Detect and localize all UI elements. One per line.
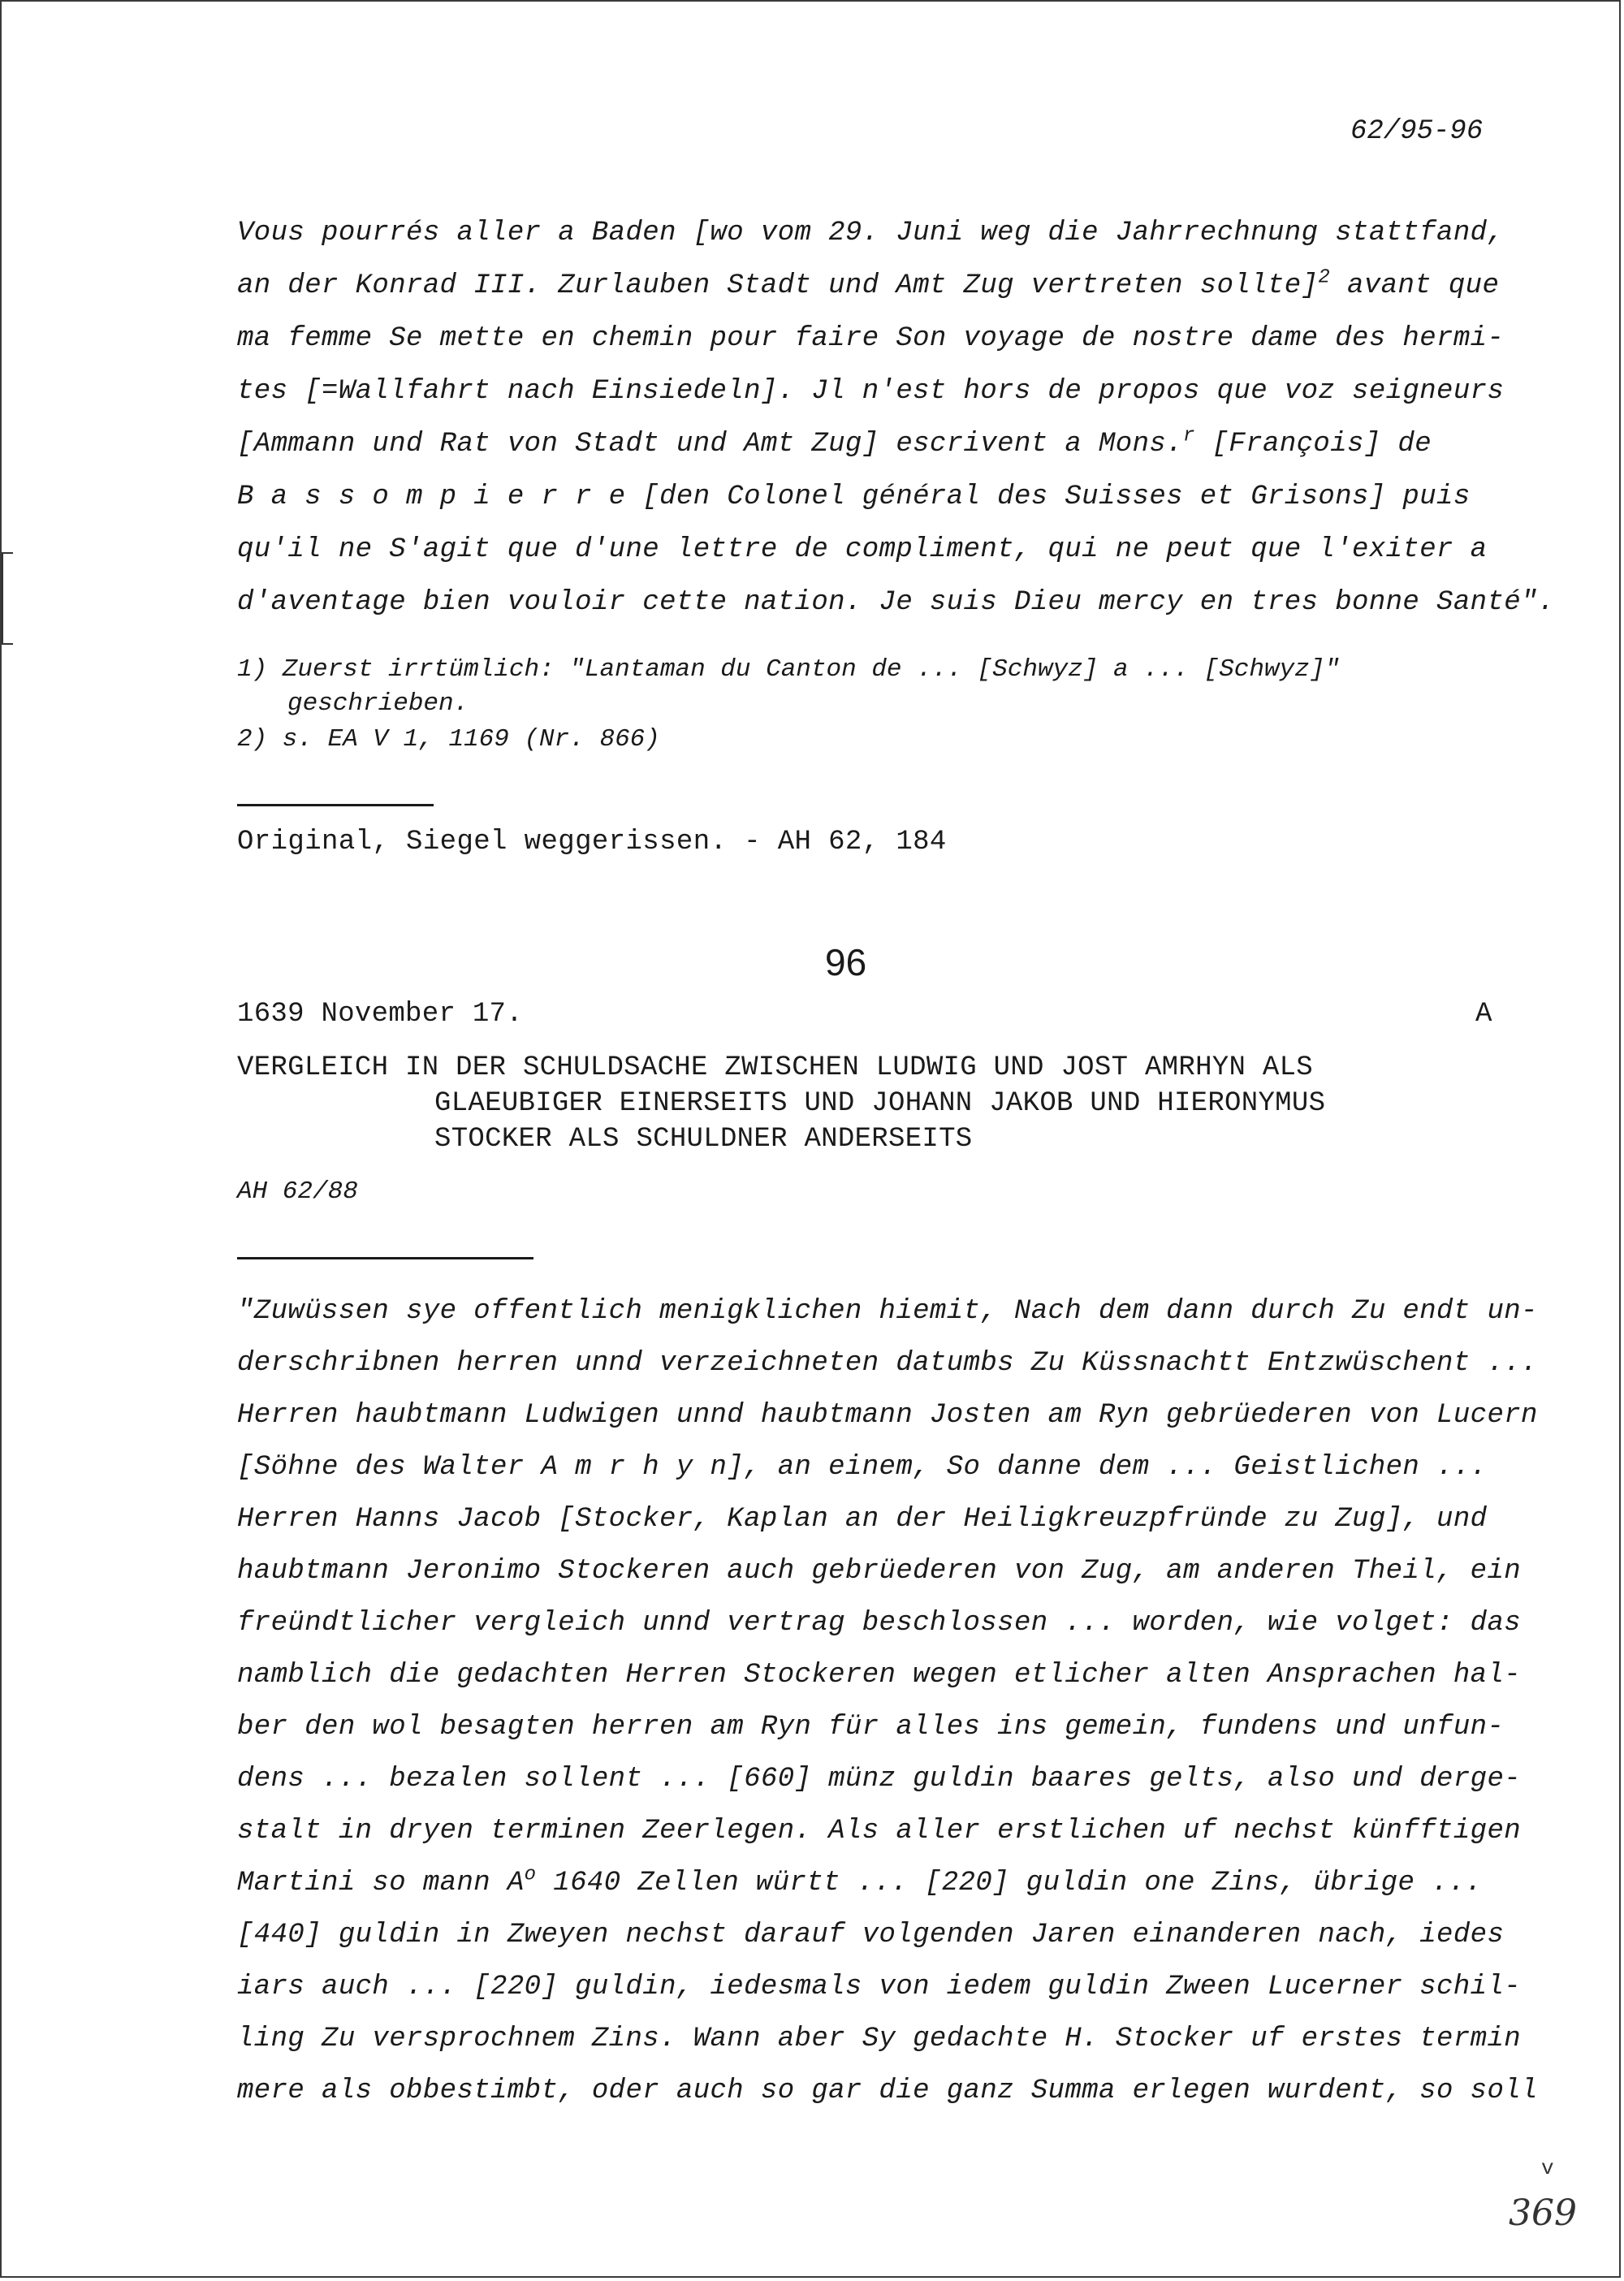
letter-line-5: [Ammann und Rat von Stadt und Amt Zug] escrivent a Mons.$^r$ [François] de (237, 425, 1432, 460)
body-line-11: stalt in dryen terminen Zeerlegen. Als aller erstlichen uf nechst künfftigen (237, 1816, 1522, 1847)
body-line-3: Herren haubtmann Ludwigen unnd haubtmann Josten am Ryn gebrüederen von Lucern (237, 1400, 1538, 1431)
letter-line-6: B a s s o m p i e r r e [den Colonel général des Suisses et Grisons] puis (237, 482, 1471, 512)
letter-line-4: tes [=Wallfahrt nach Einsiedeln]. Jl n'est hors de propos que voz seigneurs (237, 376, 1505, 407)
superscript-o: o (524, 1864, 537, 1886)
body-line-8: namblich die gedachten Herren Stockeren wegen etlicher alten Ansprachen hal- (237, 1660, 1522, 1691)
archive-reference: AH 62/88 (237, 1177, 358, 1206)
body-line-12: Martini so mann $A^o$ 1640 Zellen württ ... [220] guldin one Zins, übrige ... (237, 1864, 1483, 1899)
letter-line-3: ma femme Se mette en chemin pour faire Son voyage de nostre dame des hermi- (237, 323, 1505, 354)
letter-line-8: d'aventage bien vouloir cette nation. Je suis Dieu mercy en tres bonne Santé". (237, 587, 1555, 618)
body-line-4: [Söhne des Walter A m r h y n], an einem, So danne dem ... Geistlichen ... (237, 1452, 1488, 1483)
document-title-line-1: VERGLEICH IN DER SCHULDSACHE ZWISCHEN LUDWIG UND JOST AMRHYN ALS (237, 1052, 1314, 1083)
source-line: Original, Siegel weggerissen. - AH 62, 184 (237, 827, 947, 858)
body-line-16: mere als obbestimbt, oder auch so gar die ganz Summa erlegen wurdent, so soll (237, 2076, 1538, 2106)
body-line-10: dens ... bezalen sollent ... [660] münz guldin baares gelts, also und derge- (237, 1764, 1522, 1795)
body-line-13: [440] guldin in Zweyen nechst darauf volgenden Jaren einanderen nach, iedes (237, 1920, 1505, 1951)
letter-line-1: Vous pourrés aller a Baden [wo vom 29. Juni weg die Jahrrechnung stattfand, (237, 218, 1505, 248)
document-date: 1639 November 17. (237, 999, 523, 1030)
letter-line-7: qu'il ne S'agit que d'une lettre de compliment, qui ne peut que l'exiter a (237, 534, 1488, 565)
body-line-1: "Zuwüssen sye offentlich menigklichen hiemit, Nach dem dann durch Zu endt un- (237, 1296, 1538, 1327)
footnote-separator-rule (237, 804, 434, 806)
page-mark-v: v (1541, 2156, 1554, 2180)
handwritten-page-number: 369 (1509, 2192, 1577, 2234)
document-number: 96 (825, 941, 867, 983)
superscript-r: r (1183, 425, 1195, 447)
document-reference: 62/95-96 (1350, 116, 1484, 147)
letter-line-2: an der Konrad III. Zurlauben Stadt und Amt Zug vertreten sollte]$^2$ avant que (237, 266, 1500, 301)
footnote-1: 1) Zuerst irrtümlich: "Lantaman du Canton de ... [Schwyz] a ... [Schwyz]" (237, 655, 1341, 684)
body-line-6: haubtmann Jeronimo Stockeren auch gebrüederen von Zug, am anderen Theil, ein (237, 1556, 1522, 1587)
document-date-letter: A (1475, 999, 1492, 1030)
footnote-2: 2) s. EA V 1, 1169 (Nr. 866) (237, 725, 660, 754)
body-line-9: ber den wol besagten herren am Ryn für alles ins gemein, fundens und unfun- (237, 1712, 1505, 1743)
body-line-14: iars auch ... [220] guldin, iedesmals von iedem guldin Zween Lucerner schil- (237, 1972, 1522, 2002)
footnote-1-continued: geschrieben. (287, 689, 469, 718)
body-line-5: Herren Hanns Jacob [Stocker, Kaplan an der Heiligkreuzpfründe zu Zug], und (237, 1504, 1488, 1535)
heading-separator-rule (237, 1257, 533, 1259)
body-line-7: freündtlicher vergleich unnd vertrag beschlossen ... worden, wie volget: das (237, 1608, 1522, 1639)
body-line-2: derschribnen herren unnd verzeichneten datumbs Zu Küssnachtt Entzwüschent ... (237, 1348, 1538, 1379)
document-title-line-2: GLAEUBIGER EINERSEITS UND JOHANN JAKOB UND HIERONYMUS (434, 1088, 1326, 1119)
margin-bracket-mark (2, 552, 13, 645)
body-line-15: ling Zu versprochnem Zins. Wann aber Sy gedachte H. Stocker uf erstes termin (237, 2024, 1522, 2054)
footnote-marker-2: 2 (1318, 266, 1331, 289)
document-title-line-3: STOCKER ALS SCHULDNER ANDERSEITS (434, 1124, 973, 1155)
